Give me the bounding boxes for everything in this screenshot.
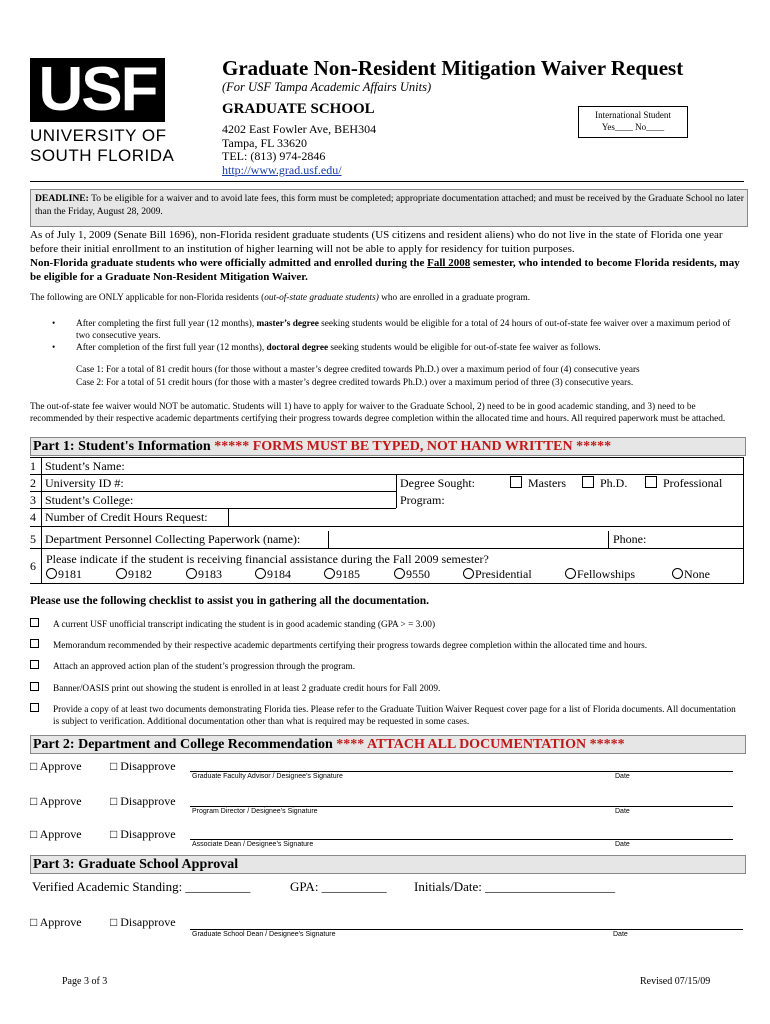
bullet-1: •	[52, 319, 56, 329]
assist-none[interactable]	[672, 566, 710, 582]
assist-9182[interactable]	[116, 566, 152, 582]
degree-sought-label: Degree Sought:	[400, 476, 475, 490]
assist-9184-label: 9184	[267, 567, 291, 581]
degree-professional[interactable]	[645, 475, 722, 491]
row-4[interactable]	[30, 509, 208, 525]
checkbox-icon[interactable]	[30, 660, 39, 669]
case-1: Case 1: For a total of 81 credit hours (for those without a master’s degree credited towards Ph.D.) over a maximum period of four (4) consecutive years	[76, 365, 640, 375]
signature-line[interactable]	[190, 771, 733, 772]
assist-fellowships[interactable]	[565, 566, 635, 582]
checklist-item[interactable]	[30, 703, 39, 715]
checkbox-icon[interactable]	[510, 476, 522, 488]
deadline-box	[30, 189, 748, 227]
intro-paragraph-4: The out-of-state fee waiver would NOT be automatic. Students will 1) have to apply for waiver to the Graduate School, 2) need to be in good academic standing, and 3) need to be recommended by their respective academic departments certifying their progress towards degree completion within the allocated time and hours. All required paperwork must be attached.	[30, 402, 726, 424]
gpa-field[interactable]: GPA: __________	[290, 879, 387, 894]
school-name: GRADUATE SCHOOL	[222, 101, 375, 117]
part2-header	[30, 735, 746, 754]
assist-9185[interactable]	[324, 566, 360, 582]
intro-p2-a: Non-Florida graduate students who were officially admitted and enrolled during the	[30, 257, 428, 269]
radio-icon[interactable]	[672, 568, 683, 579]
intro-paragraph-2	[30, 256, 744, 284]
row-5-label: Department Personnel Collecting Paperwork (name):	[45, 532, 301, 546]
case-2: Case 2: For a total of 51 credit hours (for those with a master’s degree credited towards Ph.D.) over a maximum period of three (3) consecutive years.	[76, 378, 634, 388]
part3-header	[30, 855, 746, 874]
approve-3[interactable]: □ Approve	[30, 827, 82, 841]
b2-c: seeking students would be eligible for out-of-state fee waiver as follows.	[328, 343, 601, 353]
table-vline	[396, 474, 397, 508]
table-line	[30, 583, 744, 584]
website-link[interactable]: http://www.grad.usf.edu/	[222, 163, 342, 177]
checklist-item[interactable]	[30, 639, 39, 651]
assist-fellowships-label: Fellowships	[577, 567, 636, 581]
checkbox-icon[interactable]	[645, 476, 657, 488]
international-options[interactable]: Yes____ No____	[601, 122, 665, 132]
part1-header	[30, 437, 746, 456]
checklist-item-1: A current USF unofficial transcript indicating the student is in good academic standing (GPA > = 3.00)	[53, 620, 436, 630]
header-divider	[30, 181, 744, 182]
row-5-num: 5	[30, 532, 36, 546]
international-label: International Student	[595, 110, 671, 120]
radio-icon[interactable]	[116, 568, 127, 579]
row-4-label: Number of Credit Hours Request:	[45, 510, 208, 524]
b1-b: master’s degree	[256, 319, 319, 329]
deadline-text: To be eligible for a waiver and to avoid late fees, this form must be completed; appropriate documentation attached; and must be received by the Graduate School no later than the Friday, August 28, 2009.	[35, 193, 744, 217]
checklist-item-2: Memorandum recommended by their respective academic departments certifying their progress towards degree completion within the allocated time and hours.	[53, 641, 648, 651]
intro-p3-b: out-of-state graduate students)	[264, 293, 379, 303]
page-number: Page 3 of 3	[62, 976, 108, 987]
part2-warning: **** ATTACH ALL DOCUMENTATION *****	[336, 737, 625, 752]
row-1-num: 1	[30, 459, 36, 473]
table-line	[30, 457, 744, 458]
deadline-label: DEADLINE:	[35, 193, 89, 204]
initials-date-field[interactable]: Initials/Date: ____________________	[414, 879, 616, 894]
assist-9550[interactable]	[394, 566, 430, 582]
intro-p2-b: Fall 2008	[427, 257, 471, 269]
checkbox-icon[interactable]	[30, 639, 39, 648]
bullet-1-text	[76, 318, 740, 342]
table-line	[30, 548, 744, 549]
sig-label-4: Graduate School Dean / Designee’s Signature	[192, 931, 336, 938]
part1-title: Part 1: Student's Information	[33, 439, 215, 454]
assist-none-label: None	[684, 567, 710, 581]
row-1[interactable]	[30, 458, 125, 474]
row-6-label: Please indicate if the student is receiving financial assistance during the Fall 2009 semester?	[46, 552, 489, 566]
degree-masters[interactable]	[510, 475, 566, 491]
radio-icon[interactable]	[186, 568, 197, 579]
intro-p2-c: semester, who intended to become Florida residents, may be eligible for a Graduate Non-Resident Mitigation Waiver.	[30, 257, 740, 283]
assist-9182-label: 9182	[128, 567, 152, 581]
b1-a: After completing the first full year (12 months),	[76, 319, 257, 329]
form-subtitle: (For USF Tampa Academic Affairs Units)	[222, 80, 432, 94]
assist-9185-label: 9185	[336, 567, 360, 581]
checklist-title: Please use the following checklist to assist you in gathering all the documentation.	[30, 595, 429, 607]
sig-label-2: Program Director / Designee’s Signature	[192, 808, 318, 815]
table-vline	[228, 508, 229, 526]
address-line-2: Tampa, FL 33620	[222, 136, 308, 150]
intro-p3-c: who are enrolled in a graduate program.	[378, 293, 531, 303]
radio-icon[interactable]	[255, 568, 266, 579]
approve-2[interactable]: □ Approve	[30, 794, 82, 808]
radio-icon[interactable]	[565, 568, 576, 579]
assist-9183-label: 9183	[198, 567, 222, 581]
disapprove-4[interactable]: □ Disapprove	[110, 915, 176, 929]
logo-line-1: UNIVERSITY OF	[30, 126, 167, 145]
checkbox-icon[interactable]	[30, 703, 39, 712]
disapprove-3[interactable]: □ Disapprove	[110, 827, 176, 841]
disapprove-1[interactable]: □ Disapprove	[110, 759, 176, 773]
checklist-item[interactable]	[30, 618, 39, 630]
date-label-1: Date	[615, 773, 630, 780]
row-4-num: 4	[30, 510, 36, 524]
b2-a: After completion of the first full year (12 months),	[76, 343, 267, 353]
b2-b: doctoral degree	[266, 343, 329, 353]
assist-9184[interactable]	[255, 566, 291, 582]
row-3-num: 3	[30, 493, 36, 507]
checklist-item-5: Provide a copy of at least two documents demonstrating Florida ties. Please refer to the Graduate Tuition Waiver Request cover page for a list of Florida documents. All documentation is subject to verification. Additional documentation other than what is required may be requested in some cases.	[53, 705, 736, 727]
row-5[interactable]	[30, 531, 300, 547]
intro-p3-a: The following are ONLY applicable for non-Florida residents (	[30, 293, 265, 303]
part2-title: Part 2: Department and College Recommendation	[33, 737, 337, 752]
checklist-item-4: Banner/OASIS print out showing the student is enrolled in at least 2 graduate credit hours for Fall 2009.	[53, 684, 441, 694]
phone-label[interactable]: Phone:	[613, 532, 647, 546]
checkbox-icon[interactable]	[30, 682, 39, 691]
row-3[interactable]	[30, 492, 133, 508]
program-label[interactable]: Program:	[400, 493, 445, 507]
bullet-2: •	[52, 343, 56, 353]
intro-paragraph-3	[30, 292, 744, 304]
part3-title: Part 3: Graduate School Approval	[33, 857, 239, 872]
row-6-num: 6	[30, 559, 36, 573]
sig-label-3: Associate Dean / Designee’s Signature	[192, 841, 314, 848]
address-line-1: 4202 East Fowler Ave, BEH304	[222, 122, 377, 136]
verified-standing[interactable]: Verified Academic Standing: __________	[32, 879, 251, 894]
table-line	[30, 474, 744, 475]
checkbox-icon[interactable]	[582, 476, 594, 488]
approve-1[interactable]: □ Approve	[30, 759, 82, 773]
part1-warning: ***** FORMS MUST BE TYPED, NOT HAND WRITTEN *****	[214, 439, 612, 454]
telephone: TEL: (813) 974-2846	[222, 149, 326, 163]
assist-9183[interactable]	[186, 566, 222, 582]
assist-9550-label: 9550	[406, 567, 430, 581]
approve-4[interactable]: □ Approve	[30, 915, 82, 929]
assist-presidential[interactable]	[463, 566, 532, 582]
degree-phd[interactable]	[582, 475, 627, 491]
revised-date: Revised 07/15/09	[640, 976, 711, 987]
row-3-label: Student’s College:	[45, 493, 134, 507]
date-label-3: Date	[615, 841, 630, 848]
checkbox-icon[interactable]	[30, 618, 39, 627]
degree-professional-label: Professional	[663, 476, 723, 490]
table-vline	[608, 531, 609, 548]
row-2[interactable]	[30, 475, 124, 491]
date-label-4: Date	[613, 931, 628, 938]
assist-9181[interactable]	[46, 566, 82, 582]
checklist-item[interactable]	[30, 660, 39, 672]
international-student-box	[578, 106, 688, 138]
assist-presidential-label: Presidential	[475, 567, 532, 581]
sig-label-1: Graduate Faculty Advisor / Designee’s Signature	[192, 773, 343, 780]
radio-icon[interactable]	[394, 568, 405, 579]
radio-icon[interactable]	[46, 568, 57, 579]
logo-line-2: SOUTH FLORIDA	[30, 146, 175, 165]
table-vline	[328, 531, 329, 548]
assist-9181-label: 9181	[58, 567, 82, 581]
row-2-label: University ID #:	[45, 476, 124, 490]
table-line	[30, 526, 744, 527]
row-2-num: 2	[30, 476, 36, 490]
signature-line[interactable]	[190, 806, 733, 807]
checklist-item[interactable]	[30, 682, 39, 694]
bullet-2-text	[76, 342, 740, 354]
form-title: Graduate Non-Resident Mitigation Waiver Request	[222, 56, 684, 80]
usf-logo: USF	[30, 58, 165, 122]
table-vline	[743, 457, 744, 583]
degree-masters-label: Masters	[528, 476, 566, 490]
date-label-2: Date	[615, 808, 630, 815]
disapprove-2[interactable]: □ Disapprove	[110, 794, 176, 808]
radio-icon[interactable]	[463, 568, 474, 579]
b1-c: seeking students would be eligible for a total of 24 hours of out-of-state fee waiver over a maximum period of two consecutive years.	[76, 319, 731, 341]
degree-phd-label: Ph.D.	[600, 476, 628, 490]
row-1-label: Student’s Name:	[45, 459, 125, 473]
intro-paragraph-1: As of July 1, 2009 (Senate Bill 1696), non-Florida resident graduate students (US citizens and resident aliens) who do not live in the state of Florida one year before their initial enrollment to an institution of higher learning will not be able to apply for residency for tuition purposes.	[30, 229, 723, 255]
signature-line[interactable]	[190, 929, 743, 930]
signature-line[interactable]	[190, 839, 733, 840]
radio-icon[interactable]	[324, 568, 335, 579]
checklist-item-3: Attach an approved action plan of the student’s progression through the program.	[53, 662, 356, 672]
